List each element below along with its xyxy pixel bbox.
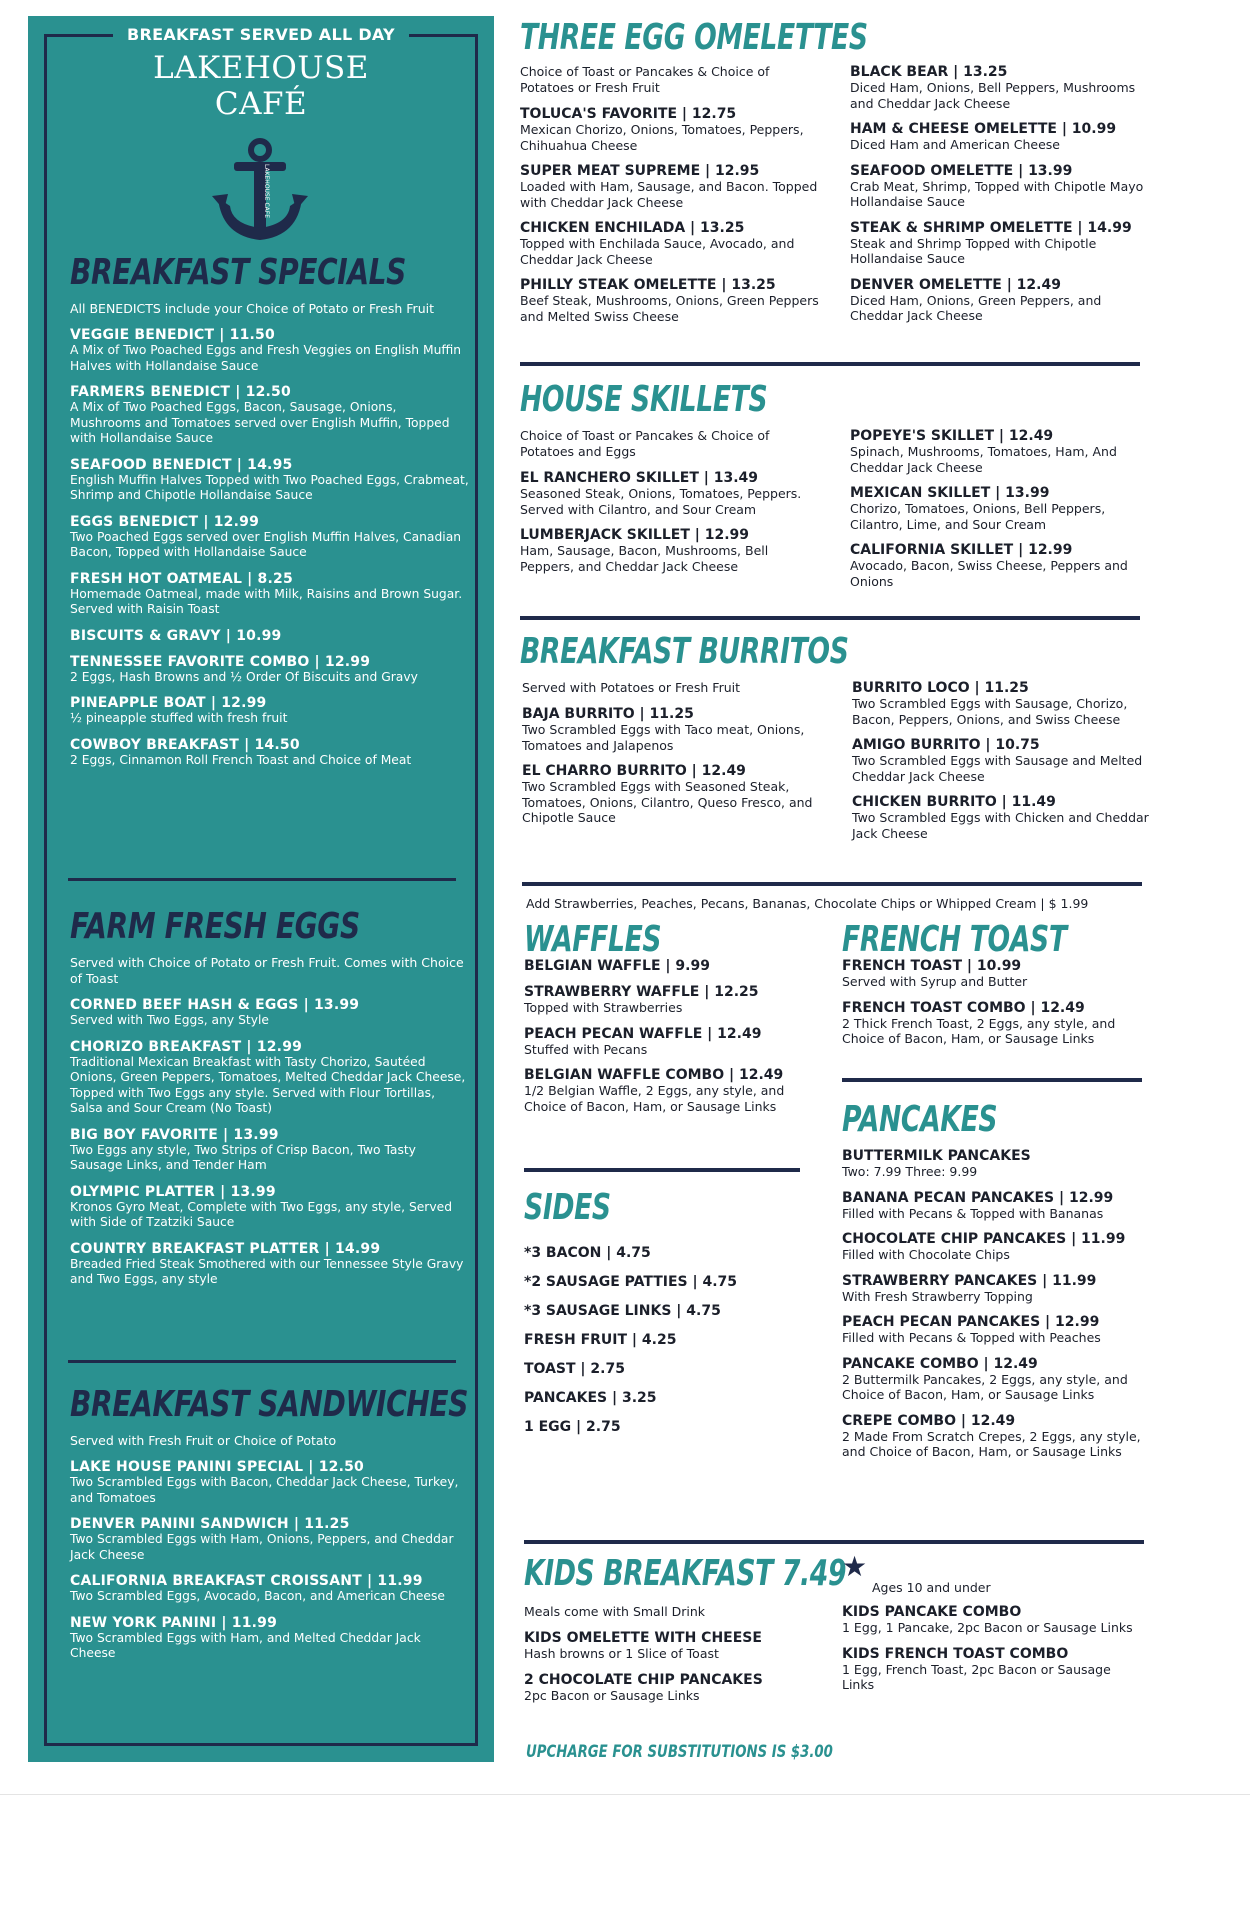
item-description: 2 Made From Scratch Crepes, 2 Eggs, any style, and Choice of Bacon, Ham, or Sausage Links: [842, 1428, 1141, 1459]
item-description: Stuffed with Pecans: [524, 1041, 648, 1057]
anchor-icon: [210, 136, 310, 246]
item-name: BELGIAN WAFFLE | 9.99: [524, 958, 710, 974]
item-description: Two Scrambled Eggs with Ham, and Melted Cheddar Jack Cheese: [70, 1630, 421, 1660]
item-description: Ham, Sausage, Bacon, Mushrooms, Bell Peppers, and Cheddar Jack Cheese: [520, 543, 769, 574]
menu-item: [70, 457, 470, 504]
item-name: *3 BACON | 4.75: [524, 1245, 651, 1261]
menu-item: [842, 1148, 1152, 1180]
left-panel: [28, 16, 494, 1762]
item-description: 1 Egg, French Toast, 2pc Bacon or Sausage Links: [842, 1661, 1111, 1692]
item-description: Two Scrambled Eggs with Ham, Onions, Peppers, and Cheddar Jack Cheese: [70, 1532, 454, 1562]
item-name: *2 SAUSAGE PATTIES | 4.75: [524, 1274, 738, 1290]
item-name: LUMBERJACK SKILLET | 12.99: [520, 527, 750, 543]
item-name: PEACH PECAN WAFFLE | 12.49: [524, 1025, 762, 1042]
menu-item: [524, 1390, 814, 1406]
item-name: 2 CHOCOLATE CHIP PANCAKES: [524, 1671, 763, 1688]
skillets-title: HOUSE SKILLETS: [520, 379, 768, 420]
item-name: CORNED BEEF HASH & EGGS | 13.99: [70, 997, 360, 1013]
menu-item: [850, 542, 1150, 589]
item-description: Two Scrambled Eggs with Taco meat, Onions, Tomatoes and Jalapenos: [522, 722, 805, 753]
menu-item: [842, 1000, 1142, 1047]
item-name: PANCAKES | 3.25: [524, 1390, 657, 1406]
item-description: Filled with Pecans & Topped with Bananas: [842, 1205, 1104, 1221]
brand-name: LAKEHOUSE CAFÉ: [153, 50, 369, 122]
sides-title: SIDES: [524, 1187, 611, 1228]
menu-item: [70, 997, 470, 1029]
item-name: DENVER PANINI SANDWICH | 11.25: [70, 1516, 350, 1532]
item-name: STRAWBERRY PANCAKES | 11.99: [842, 1272, 1097, 1289]
item-description: Spinach, Mushrooms, Tomatoes, Ham, And Cheddar Jack Cheese: [850, 444, 1117, 475]
item-name: CREPE COMBO | 12.49: [842, 1412, 1016, 1429]
divider: [842, 1078, 1142, 1082]
page-edge-line: [0, 1794, 1250, 1795]
item-description: 2pc Bacon or Sausage Links: [524, 1687, 700, 1703]
farm-fresh-eggs: FARM FRESH EGGS Served with Choice of Potato or Fresh Fruit. Comes with Choice of Toast CORNED BEEF HASH & EGGS | 13.99 Served with Two Eggs, any Style CHORIZO BREAKFAST | 12.99 Traditional Mexican Breakfast with Tasty Chorizo, Sautéed Onions, Green Peppers, Tomatoes, Melted Cheddar Jack Cheese, Topped with Two Eggs any style. Served with Flour Tortillas, Salsa and Sour Cream (No Toast) BIG BOY FAVORITE | 13.99 Two Eggs any style, Two Strips of Crisp Bacon, Two Tasty Sausage Links, and Tender Ham OLYMPIC PLATTER | 13.99 Kronos Gyro Meat, Complete with Two Eggs, any style, Served with Side of Tzatziki Sauce COUNTRY BREAKFAST PLATTER | 14.99 Breaded Fried Steak Smothered with our Tennessee Style Gravy and Two Eggs, any style: [70, 906, 470, 1288]
french-toast-list: [842, 958, 1142, 1047]
section-title: BREAKFAST SPECIALS: [70, 252, 407, 293]
star-icon: ★: [842, 1550, 868, 1583]
item-description: Two Scrambled Eggs with Sausage and Melted Cheddar Jack Cheese: [852, 753, 1143, 784]
menu-item: [520, 277, 820, 324]
item-name: FRESH FRUIT | 4.25: [524, 1332, 677, 1348]
item-name: *3 SAUSAGE LINKS | 4.75: [524, 1303, 721, 1319]
item-name: PINEAPPLE BOAT | 12.99: [70, 695, 267, 711]
item-description: 2 Buttermilk Pancakes, 2 Eggs, any style, and Choice of Bacon, Ham, or Sausage Links: [842, 1371, 1128, 1402]
burritos-col-1: Served with Potatoes or Fresh Fruit BAJA BURRITO | 11.25 Two Scrambled Eggs with Taco meat, Onions, Tomatoes and Jalapenos EL CHARRO BURRITO | 12.49 Two Scrambled Eggs with Seasoned Steak, Tomatoes, Onions, Cilantro, Queso Fresco, and Chipotle Sauce: [522, 680, 822, 826]
kids-title: KIDS BREAKFAST 7.49: [524, 1553, 847, 1594]
menu-item: [70, 384, 470, 447]
item-description: Homemade Oatmeal, made with Milk, Raisins and Brown Sugar. Served with Raisin Toast: [70, 586, 463, 616]
item-description: ½ pineapple stuffed with fresh fruit: [70, 711, 288, 725]
item-name: CALIFORNIA SKILLET | 12.99: [850, 542, 1073, 558]
menu-item: [70, 571, 470, 618]
item-name: OLYMPIC PLATTER | 13.99: [70, 1183, 276, 1200]
skillets-col-1: Choice of Toast or Pancakes & Choice of Potatoes and Eggs EL RANCHERO SKILLET | 13.49 Seasoned Steak, Onions, Tomatoes, Peppers. Served with Cilantro, and Sour Cream LUMBERJACK SKILLET | 12.99 Ham, Sausage, Bacon, Mushrooms, Bell Peppers, and Cheddar Jack Cheese: [520, 428, 820, 574]
sides-list: [524, 1232, 814, 1435]
item-name: BURRITO LOCO | 11.25: [852, 680, 1029, 696]
menu-item: [520, 163, 820, 210]
item-name: BELGIAN WAFFLE COMBO | 12.49: [524, 1067, 784, 1083]
item-name: BLACK BEAR | 13.25: [850, 64, 1008, 80]
item-name: KIDS OMELETTE WITH CHEESE: [524, 1630, 762, 1646]
served-banner: BREAKFAST SERVED ALL DAY: [47, 25, 475, 44]
item-description: A Mix of Two Poached Eggs and Fresh Veggies on English Muffin Halves with Hollandaise Sauce: [70, 343, 462, 373]
item-name: VEGGIE BENEDICT | 11.50: [70, 327, 275, 343]
menu-item: [842, 1604, 1142, 1636]
divider: [524, 1168, 800, 1172]
item-name: MEXICAN SKILLET | 13.99: [850, 485, 1050, 501]
divider: [68, 878, 456, 881]
item-description: Diced Ham and American Cheese: [850, 137, 1060, 152]
divider: [520, 362, 1140, 366]
omelettes-col-2: [850, 64, 1150, 324]
item-name: EL RANCHERO SKILLET | 13.49: [520, 470, 759, 486]
menu-item: [70, 327, 470, 374]
menu-item: [842, 1273, 1152, 1305]
item-description: 2 Eggs, Hash Browns and ½ Order Of Biscuits and Gravy: [70, 669, 418, 684]
addons-note: Add Strawberries, Peaches, Pecans, Bananas, Chocolate Chips or Whipped Cream | $ 1.99: [526, 896, 1089, 911]
item-name: EGGS BENEDICT | 12.99: [70, 513, 260, 530]
item-description: Two: 7.99 Three: 9.99: [842, 1164, 978, 1179]
item-name: FRENCH TOAST COMBO | 12.49: [842, 999, 1085, 1016]
item-description: A Mix of Two Poached Eggs, Bacon, Sausage, Onions, Mushrooms and Tomatoes served over English Muffin, Topped with Hollandaise Sauce: [70, 400, 450, 445]
item-description: Diced Ham, Onions, Green Peppers, and Cheddar Jack Cheese: [850, 292, 1102, 323]
item-name: TENNESSEE FAVORITE COMBO | 12.99: [70, 653, 371, 670]
menu-item: [524, 1303, 814, 1319]
menu-item: [70, 1241, 470, 1288]
menu-item: [850, 121, 1150, 153]
item-name: PHILLY STEAK OMELETTE | 13.25: [520, 277, 776, 293]
section-title: BREAKFAST SANDWICHES: [70, 1384, 469, 1425]
item-description: Breaded Fried Steak Smothered with our Tennessee Style Gravy and Two Eggs, any style: [70, 1256, 464, 1286]
item-name: TOAST | 2.75: [524, 1361, 625, 1377]
item-name: BISCUITS & GRAVY | 10.99: [70, 627, 282, 644]
item-name: KIDS PANCAKE COMBO: [842, 1604, 1022, 1620]
item-name: COWBOY BREAKFAST | 14.50: [70, 736, 300, 753]
item-name: BAJA BURRITO | 11.25: [522, 706, 694, 722]
menu-item: [850, 428, 1150, 475]
item-name: BUTTERMILK PANCAKES: [842, 1148, 1031, 1164]
item-description: Two Scrambled Eggs with Bacon, Cheddar Jack Cheese, Turkey, and Tomatoes: [70, 1475, 459, 1505]
item-description: Beef Steak, Mushrooms, Onions, Green Peppers and Melted Swiss Cheese: [520, 293, 819, 324]
item-name: AMIGO BURRITO | 10.75: [852, 737, 1040, 753]
item-name: FRESH HOT OATMEAL | 8.25: [70, 570, 293, 587]
burritos-col-2: [852, 680, 1152, 841]
item-description: Two Scrambled Eggs with Chicken and Cheddar Jack Cheese: [852, 810, 1149, 841]
breakfast-sandwiches: BREAKFAST SANDWICHES Served with Fresh Fruit or Choice of Potato LAKE HOUSE PANINI SPECIAL | 12.50 Two Scrambled Eggs with Bacon, Cheddar Jack Cheese, Turkey, and Tomatoes DENVER PANINI SANDWICH | 11.25 Two Scrambled Eggs with Ham, Onions, Peppers, and Cheddar Jack Cheese CALIFORNIA BREAKFAST CROISSANT | 11.99 Two Scrambled Eggs, Avocado, Bacon, and American Cheese NEW YORK PANINI | 11.99 Two Scrambled Eggs with Ham, and Melted Cheddar Jack Cheese: [70, 1384, 469, 1660]
menu-item: [524, 1419, 814, 1435]
item-name: DENVER OMELETTE | 12.49: [850, 276, 1061, 293]
menu-item: [850, 485, 1150, 532]
item-name: STEAK & SHRIMP OMELETTE | 14.99: [850, 219, 1132, 236]
menu-item: [524, 1361, 814, 1377]
menu-item: [524, 958, 814, 974]
svg-text:LAKEHOUSE CAFE: LAKEHOUSE CAFE: [263, 164, 270, 218]
item-description: Traditional Mexican Breakfast with Tasty Chorizo, Sautéed Onions, Green Peppers, Tomatoes, Melted Cheddar Jack Cheese, Topped with Two Eggs any style. Served with Flour Tortillas, Salsa and Sour Cream (No Toast): [70, 1054, 466, 1115]
item-description: 1/2 Belgian Waffle, 2 Eggs, any style, and Choice of Bacon, Ham, or Sausage Links: [524, 1083, 785, 1114]
menu-item: [70, 1127, 470, 1174]
item-description: 2 Eggs, Cinnamon Roll French Toast and Choice of Meat: [70, 752, 412, 767]
menu-item: [850, 220, 1150, 267]
upcharge-note: UPCHARGE FOR SUBSTITUTIONS IS $3.00: [526, 1742, 833, 1762]
item-name: BIG BOY FAVORITE | 13.99: [70, 1126, 279, 1143]
item-name: CHOCOLATE CHIP PANCAKES | 11.99: [842, 1231, 1126, 1247]
menu-item: [70, 514, 470, 561]
menu-item: [70, 695, 470, 727]
menu-item: [842, 1231, 1152, 1263]
omelettes-col-1: Choice of Toast or Pancakes & Choice of Potatoes or Fresh Fruit TOLUCA'S FAVORITE | 12.75 Mexican Chorizo, Onions, Tomatoes, Peppers, Chihuahua Cheese SUPER MEAT SUPREME | 12.95 Loaded with Ham, Sausage, and Bacon. Topped with Cheddar Jack Cheese CHICKEN ENCHILADA | 13.25 Topped with Enchilada Sauce, Avocado, and Cheddar Jack Cheese PHILLY STEAK OMELETTE | 13.25 Beef Steak, Mushrooms, Onions, Green Peppers and Melted Swiss Cheese: [520, 64, 819, 324]
item-description: Filled with Pecans & Topped with Peaches: [842, 1330, 1101, 1345]
skillets-col-2: [850, 428, 1150, 589]
item-description: Served with Two Eggs, any Style: [70, 1013, 269, 1027]
menu-item: [842, 1646, 1142, 1693]
waffles-list: [524, 958, 814, 1114]
menu-item: [70, 737, 470, 769]
menu-item: [524, 1245, 814, 1261]
item-description: Loaded with Ham, Sausage, and Bacon. Topped with Cheddar Jack Cheese: [520, 179, 818, 210]
item-name: COUNTRY BREAKFAST PLATTER | 14.99: [70, 1240, 381, 1257]
item-name: FRENCH TOAST | 10.99: [842, 958, 1022, 974]
divider: [520, 616, 1140, 620]
item-name: LAKE HOUSE PANINI SPECIAL | 12.50: [70, 1459, 364, 1475]
divider: [68, 1360, 456, 1363]
item-name: 1 EGG | 2.75: [524, 1419, 621, 1435]
menu-item: [842, 958, 1142, 990]
menu-item: [850, 163, 1150, 210]
item-description: Topped with Enchilada Sauce, Avocado, and Cheddar Jack Cheese: [520, 236, 795, 267]
item-description: Mexican Chorizo, Onions, Tomatoes, Peppers, Chihuahua Cheese: [520, 122, 804, 153]
item-name: PANCAKE COMBO | 12.49: [842, 1355, 1038, 1372]
menu-item: [852, 794, 1152, 841]
menu-item: [524, 1630, 824, 1662]
waffles-title: WAFFLES: [524, 919, 662, 960]
pancakes-title: PANCAKES: [842, 1099, 998, 1140]
menu-item: [70, 628, 470, 644]
item-description: Topped with Strawberries: [524, 1000, 683, 1015]
item-name: SEAFOOD OMELETTE | 13.99: [850, 162, 1073, 179]
menu-item: [524, 1067, 814, 1114]
item-name: HAM & CHEESE OMELETTE | 10.99: [850, 121, 1117, 137]
kids-col-1: Meals come with Small Drink KIDS OMELETTE WITH CHEESE Hash browns or 1 Slice of Toast 2 CHOCOLATE CHIP PANCAKES 2pc Bacon or Sausage Links: [524, 1604, 824, 1703]
item-description: Seasoned Steak, Onions, Tomatoes, Peppers. Served with Cilantro, and Sour Cream: [520, 486, 802, 517]
breakfast-specials: BREAKFAST SPECIALS All BENEDICTS include your Choice of Potato or Fresh Fruit VEGGIE BENEDICT | 11.50 A Mix of Two Poached Eggs and Fresh Veggies on English Muffin Halves with Hollandaise Sauce FARMERS BENEDICT | 12.50 A Mix of Two Poached Eggs, Bacon, Sausage, Onions, Mushrooms and Tomatoes served over English Muffin, Topped with Hollandaise Sauce SEAFOOD BENEDICT | 14.95 English Muffin Halves Topped with Two Poached Eggs, Crabmeat, Shrimp and Chipotle Hollandaise Sauce EGGS BENEDICT | 12.99 Two Poached Eggs served over English Muffin Halves, Canadian Bacon, Topped with Hollandaise Sauce FRESH HOT OATMEAL | 8.25 Homemade Oatmeal, made with Milk, Raisins and Brown Sugar. Served with Raisin Toast BISCUITS & GRAVY | 10.99 TENNESSEE FAVORITE COMBO | 12.99 2 Eggs, Hash Browns and ½ Order Of Biscuits and Gravy PINEAPPLE BOAT | 12.99 ½ pineapple stuffed with fresh fruit COWBOY BREAKFAST | 14.50 2 Eggs, Cinnamon Roll French Toast and Choice of Meat: [70, 252, 469, 767]
item-name: CHICKEN ENCHILADA | 13.25: [520, 220, 745, 236]
item-name: PEACH PECAN PANCAKES | 12.99: [842, 1314, 1100, 1330]
section-title: FARM FRESH EGGS: [70, 906, 360, 947]
menu-item: [842, 1356, 1152, 1403]
item-description: Two Eggs any style, Two Strips of Crisp Bacon, Two Tasty Sausage Links, and Tender Ham: [70, 1142, 416, 1172]
menu-item: [524, 984, 814, 1016]
item-description: Two Scrambled Eggs, Avocado, Bacon, and American Cheese: [70, 1589, 445, 1603]
menu-item: [520, 106, 820, 153]
item-description: Diced Ham, Onions, Bell Peppers, Mushrooms and Cheddar Jack Cheese: [850, 80, 1136, 111]
menu-item: [522, 763, 822, 826]
menu-item: [842, 1190, 1152, 1222]
item-name: SUPER MEAT SUPREME | 12.95: [520, 163, 760, 179]
item-description: Two Scrambled Eggs with Seasoned Steak, Tomatoes, Onions, Cilantro, Queso Fresco, and Chipotle Sauce: [522, 779, 813, 825]
omelettes-title: THREE EGG OMELETTES: [520, 17, 868, 58]
menu-item: [852, 680, 1152, 727]
menu-item: [70, 1615, 470, 1662]
item-description: Served with Syrup and Butter: [842, 974, 1028, 989]
item-name: EL CHARRO BURRITO | 12.49: [522, 763, 746, 779]
item-description: Crab Meat, Shrimp, Topped with Chipotle Mayo Hollandaise Sauce: [850, 178, 1144, 209]
item-description: 2 Thick French Toast, 2 Eggs, any style, and Choice of Bacon, Ham, or Sausage Links: [842, 1015, 1116, 1046]
menu-item: [70, 1184, 470, 1231]
item-description: Filled with Chocolate Chips: [842, 1247, 1010, 1262]
menu-item: [842, 1314, 1152, 1346]
french-toast-title: FRENCH TOAST: [842, 919, 1067, 960]
menu-item: [842, 1413, 1152, 1460]
item-name: POPEYE'S SKILLET | 12.49: [850, 428, 1054, 444]
item-description: Two Scrambled Eggs with Sausage, Chorizo, Bacon, Peppers, Onions, and Swiss Cheese: [852, 696, 1128, 727]
divider: [524, 1540, 1144, 1544]
item-name: TOLUCA'S FAVORITE | 12.75: [520, 106, 737, 122]
burritos-title: BREAKFAST BURRITOS: [520, 631, 849, 672]
pancakes-list: [842, 1148, 1152, 1460]
item-name: CALIFORNIA BREAKFAST CROISSANT | 11.99: [70, 1573, 423, 1589]
menu-item: [524, 1672, 824, 1704]
item-description: 1 Egg, 1 Pancake, 2pc Bacon or Sausage Links: [842, 1620, 1133, 1635]
divider: [522, 882, 1142, 886]
menu-item: [70, 1039, 470, 1117]
item-description: Chorizo, Tomatoes, Onions, Bell Peppers, Cilantro, Lime, and Sour Cream: [850, 501, 1106, 532]
item-name: KIDS FRENCH TOAST COMBO: [842, 1645, 1069, 1662]
item-name: CHORIZO BREAKFAST | 12.99: [70, 1038, 303, 1055]
menu-item: [524, 1332, 814, 1348]
kids-col-2: [842, 1604, 1142, 1693]
item-description: Avocado, Bacon, Swiss Cheese, Peppers and Onions: [850, 558, 1128, 589]
menu-item: [850, 277, 1150, 324]
menu-item: [522, 706, 822, 753]
item-description: Steak and Shrimp Topped with Chipotle Hollandaise Sauce: [850, 235, 1097, 266]
item-description: English Muffin Halves Topped with Two Poached Eggs, Crabmeat, Shrimp and Chipotle Hollandaise Sauce: [70, 472, 469, 502]
item-name: FARMERS BENEDICT | 12.50: [70, 384, 291, 400]
menu-item: [852, 737, 1152, 784]
item-description: With Fresh Strawberry Topping: [842, 1288, 1033, 1304]
menu-item: [520, 220, 820, 267]
menu-item: [524, 1026, 814, 1058]
kids-ages: Ages 10 and under: [872, 1580, 991, 1595]
item-description: Two Poached Eggs served over English Muffin Halves, Canadian Bacon, Topped with Hollandaise Sauce: [70, 529, 462, 559]
item-name: BANANA PECAN PANCAKES | 12.99: [842, 1189, 1114, 1206]
menu-item: [70, 1573, 470, 1605]
menu-item: [520, 470, 820, 517]
menu-item: [520, 527, 820, 574]
item-name: NEW YORK PANINI | 11.99: [70, 1614, 278, 1631]
item-description: Hash browns or 1 Slice of Toast: [524, 1646, 719, 1661]
menu-item: [850, 64, 1150, 111]
menu-item: [70, 654, 470, 686]
item-name: STRAWBERRY WAFFLE | 12.25: [524, 984, 759, 1000]
menu-item: [524, 1274, 814, 1290]
item-name: CHICKEN BURRITO | 11.49: [852, 794, 1056, 810]
item-description: Kronos Gyro Meat, Complete with Two Eggs, any style, Served with Side of Tzatziki Sauce: [70, 1199, 453, 1229]
menu-item: [70, 1516, 470, 1563]
item-name: SEAFOOD BENEDICT | 14.95: [70, 456, 293, 473]
menu-item: [70, 1459, 470, 1506]
